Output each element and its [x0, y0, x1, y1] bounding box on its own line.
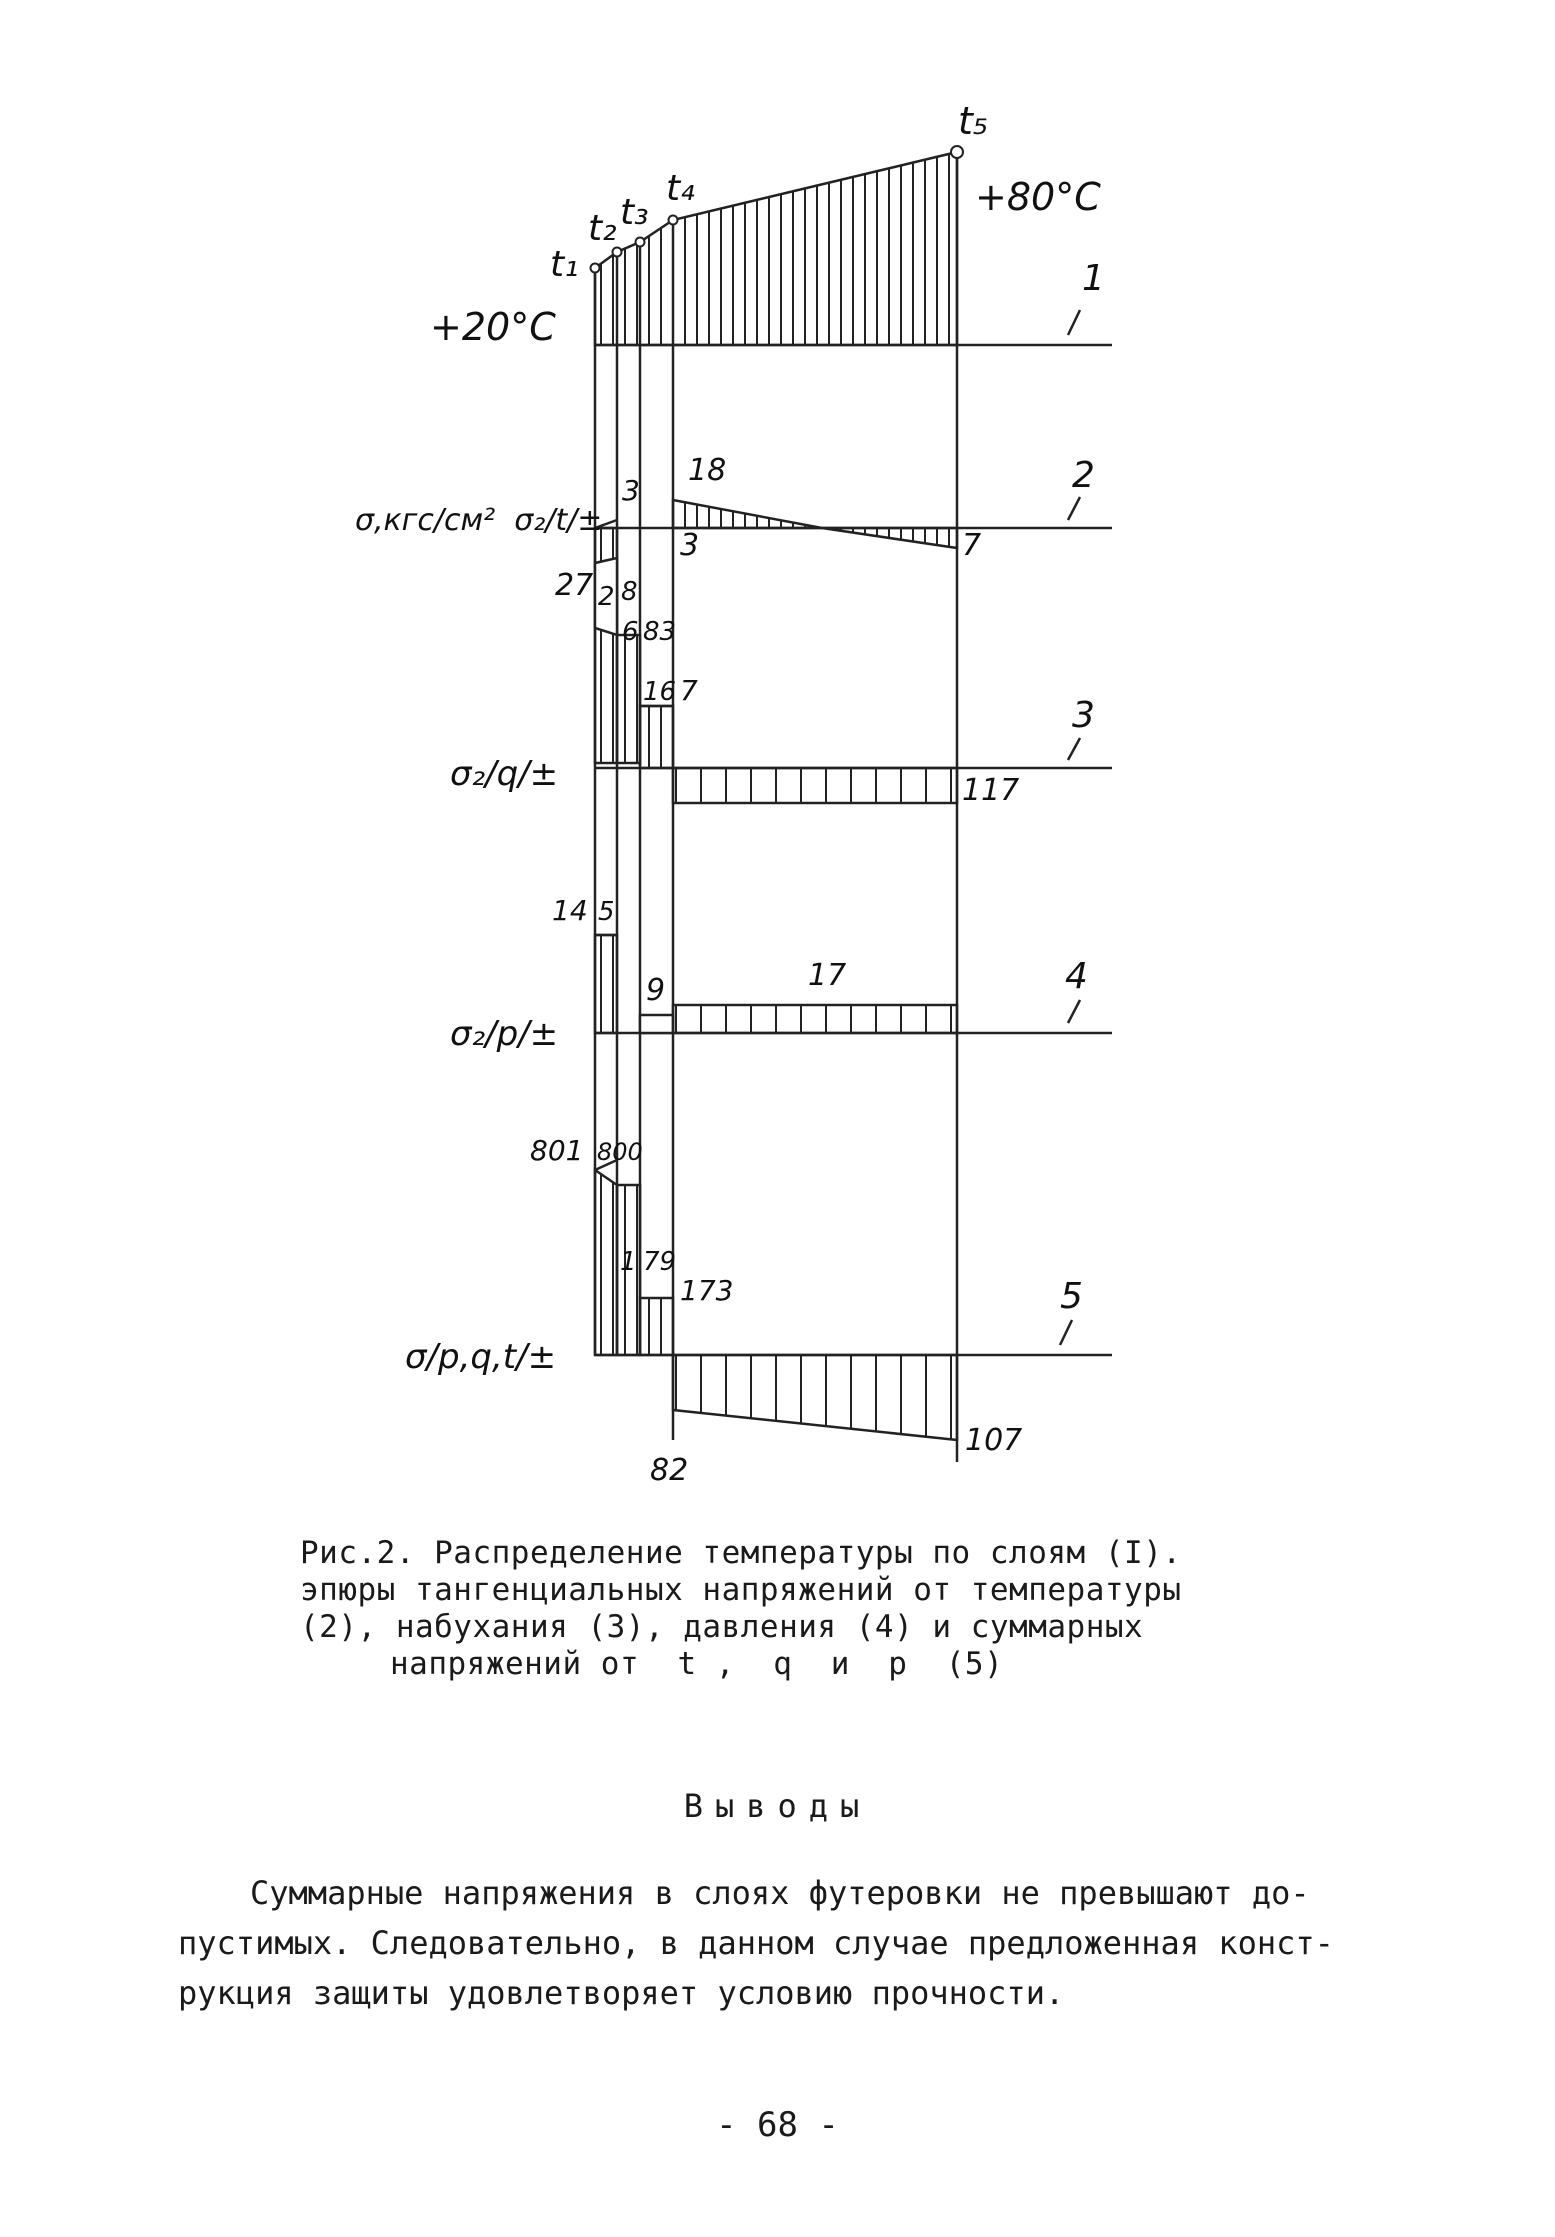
figure-caption	[300, 1535, 1350, 1683]
line-number-5: 5	[1060, 1276, 1083, 1317]
value-27: 27	[555, 568, 594, 603]
value-7-layer: 7	[680, 674, 698, 707]
value-800: 800	[597, 1138, 643, 1166]
value-7-right: 7	[962, 528, 982, 563]
pressure-stress-layer1-block	[595, 935, 617, 1033]
value-83: 83	[643, 617, 677, 647]
value-8: 8	[621, 577, 638, 607]
t5-label: t₅	[958, 99, 989, 143]
line-2-tick	[1068, 497, 1080, 520]
t-low-label: +20°C	[430, 305, 556, 349]
conclusions-heading: Выводы	[683, 1787, 872, 1825]
t1-label: t₁	[550, 244, 579, 285]
value-18: 18	[688, 453, 727, 488]
t2-label: t₂	[588, 208, 617, 249]
line-number-1: 1	[1082, 258, 1105, 299]
row-label-pressure-stress: σ₂/p/±	[450, 1014, 559, 1054]
t-high-label: +80°C	[975, 175, 1101, 219]
value-9: 9	[646, 973, 666, 1008]
t4-label: t₄	[666, 168, 695, 209]
t4-point-icon	[669, 216, 678, 225]
t5-point-icon	[951, 146, 963, 158]
caption-line-1: Рис.2. Распределение температуры по слоям (I).	[300, 1535, 1182, 1571]
row-label-total-stress: σ/p,q,t/±	[405, 1337, 557, 1377]
total-stress-layer3-block	[640, 1298, 673, 1355]
line-number-4: 4	[1065, 956, 1088, 997]
value-16: 16	[643, 677, 677, 707]
value-5: 5	[598, 897, 615, 927]
value-801: 801	[530, 1134, 584, 1167]
value-1: 1	[620, 1247, 637, 1277]
conclusions-line-2: пустимых. Следовательно, в данном случае предложенная конст-	[178, 1924, 1334, 1962]
t3-label: t₃	[620, 192, 649, 233]
pressure-stress-layer3-block	[640, 1015, 673, 1033]
page-number: - 68 -	[716, 2105, 839, 2145]
value-107: 107	[965, 1423, 1023, 1458]
value-117: 117	[962, 773, 1020, 808]
value-6: 6	[622, 617, 639, 647]
line-4-tick	[1068, 1000, 1080, 1023]
total-stress-compression-epure	[673, 1355, 957, 1440]
temperature-epure	[595, 152, 957, 345]
value-79: 79	[643, 1247, 677, 1277]
row-label-swelling-stress: σ₂/q/±	[450, 754, 559, 794]
value-14: 14	[552, 894, 588, 927]
caption-line-2: эпюры тангенциальных напряжений от температуры	[300, 1572, 1182, 1608]
value-173: 173	[680, 1274, 734, 1307]
temp-stress-inner-epure	[822, 528, 957, 548]
temp-stress-layer2-hatch	[617, 635, 640, 763]
conclusions-paragraph	[178, 1868, 1428, 2018]
swelling-stress-epure	[673, 768, 957, 803]
pressure-stress-epure	[673, 1005, 957, 1033]
t3-point-icon	[636, 238, 645, 247]
conclusions-line-3: рукция защиты удовлетворяет условию прочности.	[178, 1974, 1065, 2012]
temp-stress-layer3-block	[640, 706, 673, 768]
line-1-tick	[1068, 310, 1080, 335]
temp-stress-outer-epure	[673, 500, 822, 528]
row-label-temperature-stress: σ,кгс/см² σ₂/t/±	[355, 503, 603, 538]
value-17: 17	[808, 958, 847, 993]
conclusions-line-1: Суммарные напряжения в слоях футеровки не превышают до-	[250, 1874, 1310, 1912]
value-3-top: 3	[622, 474, 640, 507]
line-number-3: 3	[1072, 695, 1095, 736]
caption-line-3: (2), набухания (3), давления (4) и суммарных	[300, 1609, 1144, 1645]
value-2: 2	[598, 582, 615, 612]
line-3-tick	[1068, 738, 1080, 760]
t1-point-icon	[591, 264, 600, 273]
value-82: 82	[650, 1453, 689, 1488]
caption-line-4: напряжений от t , q и p (5)	[390, 1646, 1004, 1682]
line-number-2: 2	[1072, 455, 1095, 496]
value-3-below: 3	[680, 528, 700, 563]
line-5-tick	[1060, 1320, 1072, 1345]
total-stress-layer1-block	[595, 1170, 617, 1355]
